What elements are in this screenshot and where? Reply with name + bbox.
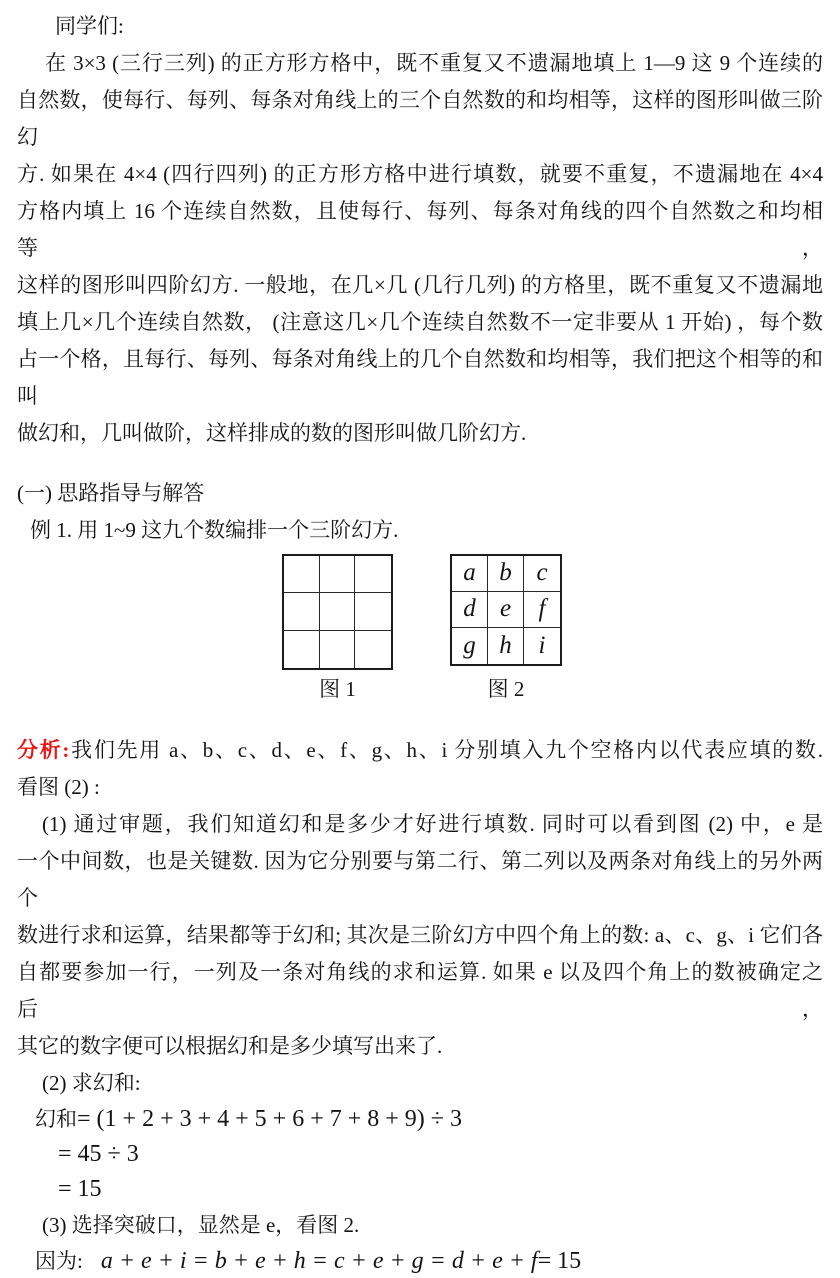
figure-caption-1: 图 1	[319, 677, 356, 701]
grid-cell	[355, 593, 391, 630]
intro-line: 方格内填上 16 个连续自然数，且使每行、每列、每条对角线的四个自然数之和均相等，	[17, 199, 823, 260]
salutation: 同学们:	[55, 14, 124, 38]
figure-grid-empty	[282, 554, 393, 670]
figures-row	[17, 554, 823, 704]
point1-line: 数进行求和运算，结果都等于幻和; 其次是三阶幻方中四个角上的数: a、c、g、i 它们各	[17, 923, 823, 947]
because-label: 因为:	[35, 1249, 83, 1273]
intro-line: 占一个格，且每行、每列、每条对角线上的几个自然数和均相等，我们把这个相等的和叫	[17, 347, 823, 408]
intro-line: 自然数，使每行、每列、每条对角线上的三个自然数的和均相等，这样的图形叫做三阶幻	[17, 88, 823, 149]
point1-line: 自都要参加一行，一列及一条对角线的求和运算. 如果 e 以及四个角上的数被确定之后，	[17, 960, 823, 1021]
grid-cell: e	[488, 592, 524, 628]
grid-cell	[284, 631, 320, 668]
point1-line: 一个中间数，也是关键数. 因为它分别要与第二行、第二列以及两条对角线上的另外两个	[17, 849, 823, 910]
grid-cell: g	[452, 628, 488, 664]
equation-line-1	[17, 1102, 823, 1137]
grid-cell	[284, 593, 320, 630]
equation-1-body: = (1 + 2 + 3 + 4 + 5 + 6 + 7 + 8 + 9) ÷ 3	[77, 1106, 462, 1132]
figure-grid-lettered	[450, 554, 562, 666]
equation-line-3: = 15	[58, 1176, 102, 1202]
grid-cell: h	[488, 628, 524, 664]
equation-line-2: = 45 ÷ 3	[58, 1141, 139, 1167]
grid-cell: d	[452, 592, 488, 628]
analysis-lead-text: 我们先用 a、b、c、d、e、f、g、h、i 分别填入九个空格内以代表应填的数.	[69, 738, 823, 762]
analysis-point-3: (3) 选择突破口，显然是 e，看图 2.	[42, 1213, 360, 1237]
point1-line: (1) 通过审题，我们知道幻和是多少才好进行填数. 同时可以看到图 (2) 中，e 是	[42, 812, 823, 836]
intro-line: 方. 如果在 4×4 (四行四列) 的正方形方格中进行填数，就要不重复，不遗漏地在 4×4	[17, 162, 823, 186]
grid-cell	[320, 556, 356, 593]
grid-cell	[320, 593, 356, 630]
because-equation-variables: a + e + i = b + e + h = c + e + g = d + e + f	[100, 1248, 538, 1274]
grid-cell	[355, 556, 391, 593]
because-equation-result: = 15	[537, 1248, 582, 1274]
figure-caption-2: 图 2	[487, 677, 525, 701]
intro-line: 这样的图形叫四阶幻方. 一般地，在几×几 (几行几列) 的方格里，既不重复又不遗漏地	[17, 273, 823, 297]
grid-cell: i	[538, 631, 546, 659]
example-title: 例 1. 用 1~9 这九个数编排一个三阶幻方.	[30, 518, 399, 542]
grid-cell: f	[524, 592, 560, 628]
analysis-point-1	[17, 806, 823, 1065]
grid-cell	[355, 631, 391, 668]
intro-line: 做幻和，几叫做阶，这样排成的数的图形叫做几阶幻方.	[17, 421, 527, 445]
because-line	[17, 1244, 823, 1278]
analysis-lead-line	[17, 732, 823, 769]
intro-line: 填上几×几个连续自然数， (注意这几×几个连续自然数不一定非要从 1 开始) ，每个数	[17, 310, 823, 334]
magic-sum-equations	[17, 1102, 823, 1207]
intro-paragraph	[17, 45, 823, 452]
analysis-point-2-label: (2) 求幻和:	[42, 1071, 141, 1095]
section-heading: (一) 思路指导与解答	[17, 481, 205, 505]
intro-line: 在 3×3 (三行三列) 的正方形方格中，既不重复又不遗漏地填上 1—9 这 9 个连续的	[45, 51, 823, 75]
equation-1-label: 幻和	[35, 1107, 77, 1131]
grid-cell: c	[524, 556, 560, 592]
point1-line: 其它的数字便可以根据幻和是多少填写出来了.	[17, 1034, 443, 1058]
analysis-label: 分析:	[17, 738, 70, 762]
analysis-lead-line-2: 看图 (2) :	[17, 775, 100, 799]
grid-cell	[284, 556, 320, 593]
grid-cell: a	[452, 556, 488, 592]
grid-cell: b	[488, 556, 524, 592]
grid-cell	[320, 631, 356, 668]
